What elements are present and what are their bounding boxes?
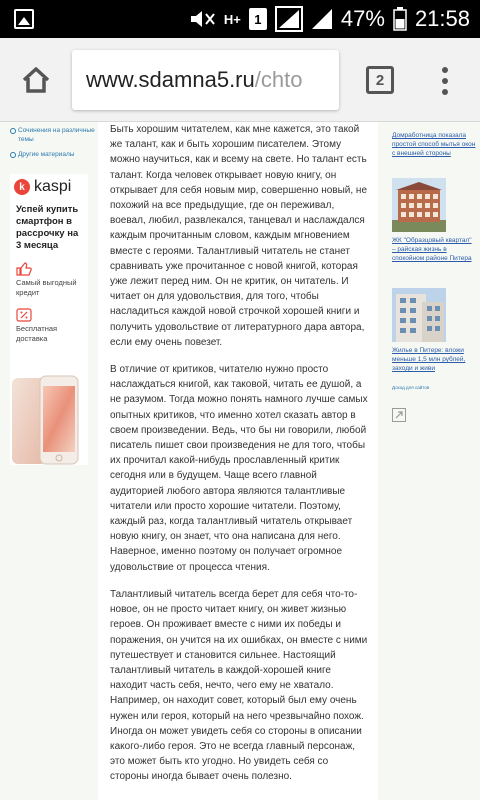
left-sidebar — [0, 122, 98, 800]
url-path: /chto — [254, 67, 303, 92]
percent-icon — [16, 308, 34, 322]
status-bar-right — [188, 0, 470, 38]
ad-network-credit[interactable]: Доход для сайтов — [392, 385, 430, 390]
smartphone-image — [10, 374, 88, 465]
article-paragraph: В отличие от критиков, читателю нужно просто наслаждаться книгой, как таковой, читать ее душой, а не разумом. Тогда можно понять намного лучше самых опытных критиков, что именно хотел сказать автор в своем произведении. Ведь, что бы ни говорили, любой писатель пишет свои произведения не для того, чтобы их прочитал какой-нибудь прославленный критик сегодня или в будущем. Чаще всего главной аудиторией любого автора являются талантливые читатели или просто хорошие читатели. Поэтому, каждый раз, когда талантливый читатель открывает новую книгу, он знает, что она написана для него. Наверное, именно поэтому он получает огромное удовольствие от процесса чтения. — [110, 364, 368, 573]
ad-logo — [10, 174, 88, 196]
left-link-essays[interactable]: Сочинения на различные темы — [10, 126, 98, 144]
ad-brand: kaspi — [34, 178, 72, 195]
sim1-icon: 1 — [249, 8, 267, 30]
right-sidebar — [378, 122, 480, 800]
status-bar — [0, 0, 480, 38]
battery-icon — [393, 7, 407, 31]
article-paragraph: Талантливый читатель всегда берет для себя что-то-новое, он не просто читает книгу, он живет жизнью героев. Он проживает вместе с ними их победы и поражения, он учится на их ошибках, он вместе с ними путешествует и становится сильнее. Настоящий талантливый читатель в каждой-хорошей книге находит часть себя, нечто, чего ему не хватало. Например, он находит совет, который был ему очень нужен или героя, который на него чрезвычайно похож. Иногда он может увидеть себя со стороны в описании какого-либо героя. Это не всегда главный персонаж, это может быть кто угодно. Но увидеть себя со стороны иногда бывает очень полезно. — [110, 588, 368, 783]
teaser-2[interactable] — [378, 178, 480, 263]
ad-feature-text: Бесплатная доставка — [16, 324, 58, 343]
teaser-caption: ЖК "Образцовый квартал" – райская жизнь в спокойном районе Питера — [392, 237, 472, 262]
thumbs-up-icon — [16, 262, 34, 276]
home-button[interactable] — [14, 58, 58, 102]
teaser-image-building — [392, 178, 446, 232]
ad-feature-credit — [10, 252, 88, 298]
article-paragraph: Быть хорошим читателем, как мне кажется, это такой же талант, как и быть хорошим писателем. Этому можно научиться, как и всему на свете. Но талант есть талант. Когда человек открывает новую книгу, он открывает для себя новым мир, совершенно новый, не похожий на все предыдущие, где он переживал, воевал, любил, развлекался, танцевал и наслаждался каждым прочитанным словом, каждым мгновением вместе с героями. Талантливый читатель не станет сравнивать уже прочитанное с новой книгой, которая уже лежит перед ним. Он не критик, он читатель. И читает он для удовольствия, для того, чтобы насладиться каждой новой строчкой хорошей книги и получить удовольствие от литературного дара автора, если ему очень повезет. — [110, 124, 368, 348]
url-bar[interactable] — [72, 50, 339, 110]
signal-icon — [275, 6, 303, 32]
teaser-3[interactable] — [378, 288, 480, 390]
battery-percent: 47% — [340, 6, 385, 31]
ad-feature-delivery — [10, 298, 88, 344]
kaspi-logo-icon: k — [14, 179, 30, 195]
signal-2-icon — [311, 8, 333, 30]
article-content — [98, 122, 378, 800]
left-links — [0, 122, 98, 159]
mute-icon — [188, 8, 216, 30]
tabs-button[interactable] — [366, 66, 394, 94]
teaser-1[interactable] — [378, 122, 480, 158]
left-link-other[interactable]: Другие материалы — [10, 150, 98, 159]
browser-toolbar — [0, 38, 480, 122]
url-host: www.sdamna5.ru — [86, 67, 255, 92]
network-h-plus-icon — [224, 13, 241, 26]
ad-headline: Успей купить смартфон в рассрочку на 3 месяца — [16, 204, 79, 251]
kaspi-ad[interactable] — [10, 174, 88, 465]
gallery-icon — [14, 9, 34, 29]
overflow-menu-icon[interactable] — [435, 64, 455, 98]
tab-count: 2 — [375, 71, 385, 89]
teaser-caption: Домработница показала простой способ мытья окон с внешней стороны — [392, 132, 476, 157]
network-type: H+ — [223, 11, 241, 27]
web-page — [0, 122, 480, 800]
home-icon — [21, 66, 51, 94]
ad-feature-text: Самый выгодный кредит — [16, 278, 77, 297]
teaser-caption: Жилье в Питере: вложи меньше 1,5 млн рублей, заходи и живи — [392, 347, 466, 372]
clock: 21:58 — [414, 6, 470, 31]
teaser-image-apartments — [392, 288, 446, 342]
external-link-icon[interactable] — [392, 408, 406, 422]
